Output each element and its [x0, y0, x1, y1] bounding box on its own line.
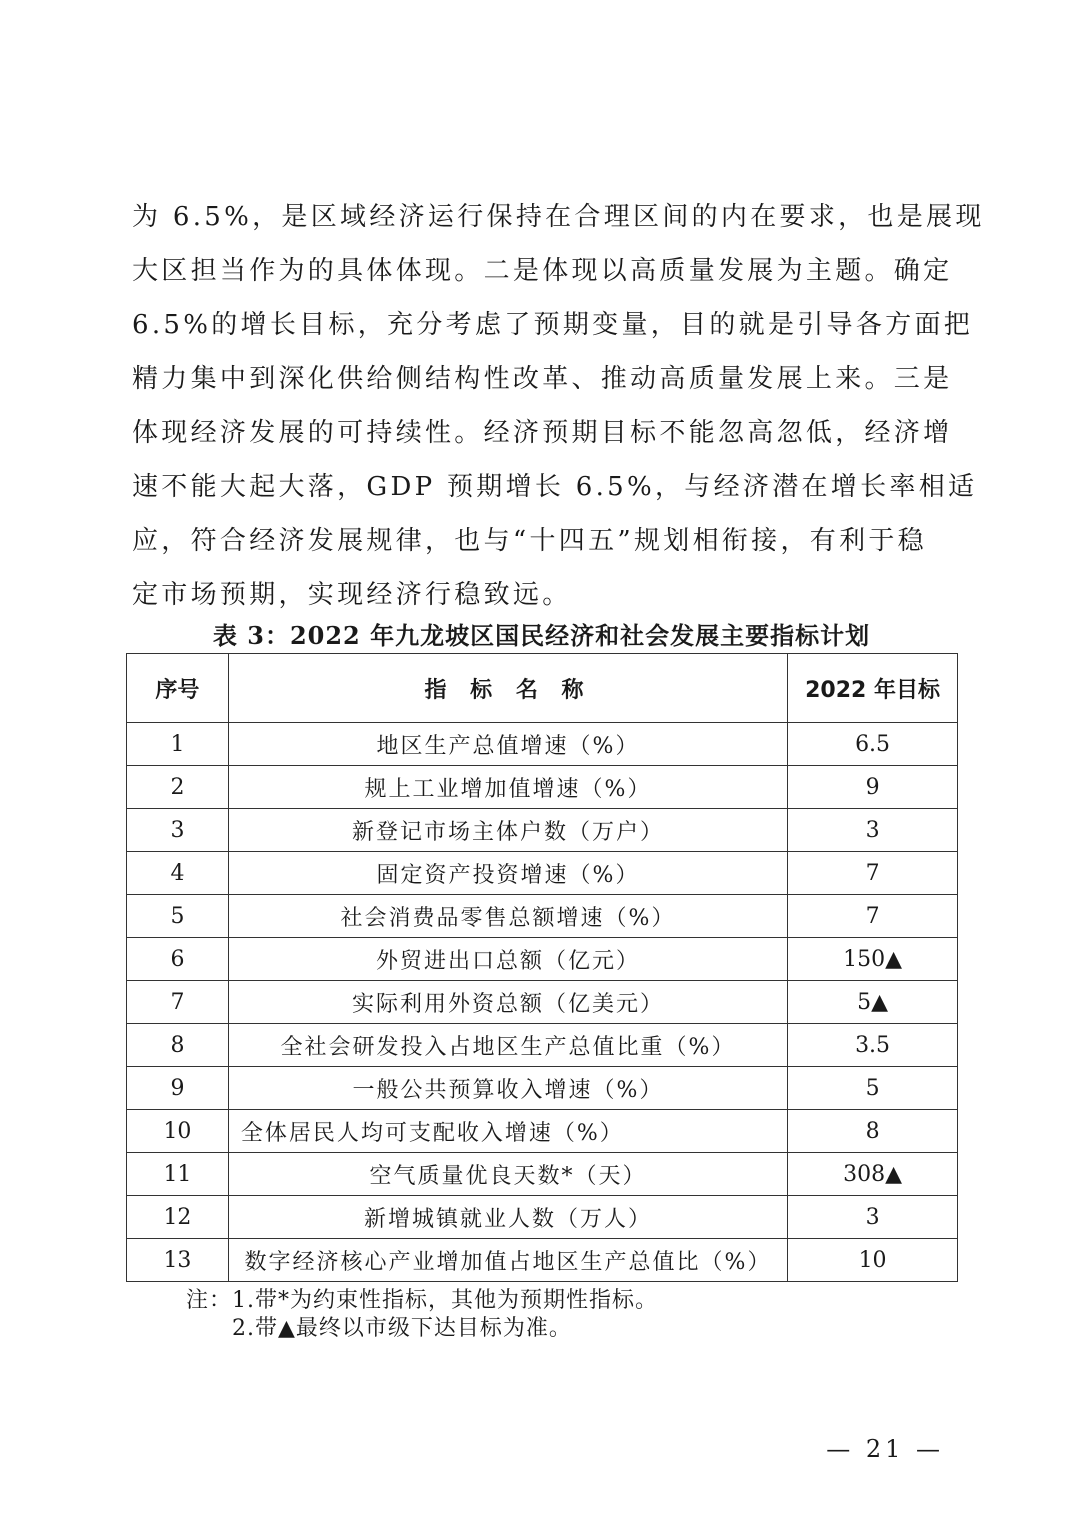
row-number: 13 [127, 1239, 229, 1282]
row-target: 308▲ [788, 1153, 958, 1196]
row-number: 12 [127, 1196, 229, 1239]
row-indicator-name: 一般公共预算收入增速（%） [228, 1067, 787, 1110]
table-row [127, 766, 958, 809]
row-target: 7 [788, 895, 958, 938]
row-number: 8 [127, 1024, 229, 1067]
row-target: 150▲ [788, 938, 958, 981]
row-target: 7 [788, 852, 958, 895]
row-number: 2 [127, 766, 229, 809]
header-indicator-name: 指 标 名 称 [228, 654, 787, 723]
row-number: 11 [127, 1153, 229, 1196]
row-number: 7 [127, 981, 229, 1024]
row-indicator-name: 固定资产投资增速（%） [228, 852, 787, 895]
table-row [127, 1067, 958, 1110]
note-line-1: 注：1.带*为约束性指标，其他为预期性指标。 [186, 1288, 658, 1313]
paragraph-line: 体现经济发展的可持续性。经济预期目标不能忽高忽低，经济增 [132, 418, 953, 448]
header-target-2022: 2022 年目标 [788, 654, 958, 723]
row-indicator-name: 实际利用外资总额（亿美元） [228, 981, 787, 1024]
table-row [127, 852, 958, 895]
row-target: 5 [788, 1067, 958, 1110]
paragraph-line: 应，符合经济发展规律，也与“十四五”规划相衔接，有利于稳 [132, 526, 927, 556]
table-caption: 表 3：2022 年九龙坡区国民经济和社会发展主要指标计划 [212, 621, 871, 650]
table-row [127, 1024, 958, 1067]
paragraph-line: 大区担当作为的具体体现。二是体现以高质量发展为主题。确定 [132, 256, 953, 286]
row-indicator-name: 空气质量优良天数*（天） [228, 1153, 787, 1196]
table-row [127, 981, 958, 1024]
page-number: — 21 — [826, 1435, 944, 1463]
row-indicator-name: 新登记市场主体户数（万户） [228, 809, 787, 852]
table-row [127, 1153, 958, 1196]
row-target: 3 [788, 809, 958, 852]
row-target: 10 [788, 1239, 958, 1282]
row-number: 3 [127, 809, 229, 852]
paragraph-line: 精力集中到深化供给侧结构性改革、推动高质量发展上来。三是 [132, 364, 953, 394]
indicators-table [126, 653, 958, 1282]
row-target: 3.5 [788, 1024, 958, 1067]
paragraph-line: 定市场预期，实现经济行稳致远。 [132, 580, 572, 610]
row-target: 6.5 [788, 723, 958, 766]
table-notes [186, 1287, 658, 1343]
paragraph-line: 速不能大起大落，GDP 预期增长 6.5%，与经济潜在增长率相适 [132, 472, 978, 502]
row-number: 9 [127, 1067, 229, 1110]
table-row [127, 723, 958, 766]
row-indicator-name: 社会消费品零售总额增速（%） [228, 895, 787, 938]
header-serial-number: 序号 [127, 654, 229, 723]
row-number: 10 [127, 1110, 229, 1153]
paragraph-line: 为 6.5%，是区域经济运行保持在合理区间的内在要求，也是展现 [132, 202, 985, 232]
table-row [127, 1196, 958, 1239]
row-indicator-name: 新增城镇就业人数（万人） [228, 1196, 787, 1239]
note-line-2: 2.带▲最终以市级下达目标为准。 [232, 1316, 572, 1341]
row-indicator-name: 全社会研发投入占地区生产总值比重（%） [228, 1024, 787, 1067]
table-header-row [127, 654, 958, 723]
row-indicator-name: 规上工业增加值增速（%） [228, 766, 787, 809]
row-indicator-name: 数字经济核心产业增加值占地区生产总值比（%） [228, 1239, 787, 1282]
row-number: 6 [127, 938, 229, 981]
row-indicator-name: 全体居民人均可支配收入增速（%） [228, 1110, 787, 1153]
row-target: 5▲ [788, 981, 958, 1024]
body-paragraph [132, 190, 985, 622]
row-number: 5 [127, 895, 229, 938]
row-indicator-name: 外贸进出口总额（亿元） [228, 938, 787, 981]
row-indicator-name: 地区生产总值增速（%） [228, 723, 787, 766]
paragraph-line: 6.5%的增长目标，充分考虑了预期变量，目的就是引导各方面把 [132, 310, 974, 340]
row-number: 1 [127, 723, 229, 766]
row-target: 3 [788, 1196, 958, 1239]
table-row [127, 1110, 958, 1153]
table-row [127, 895, 958, 938]
row-target: 9 [788, 766, 958, 809]
row-number: 4 [127, 852, 229, 895]
table-row [127, 938, 958, 981]
row-target: 8 [788, 1110, 958, 1153]
table-row [127, 809, 958, 852]
table-row [127, 1239, 958, 1282]
